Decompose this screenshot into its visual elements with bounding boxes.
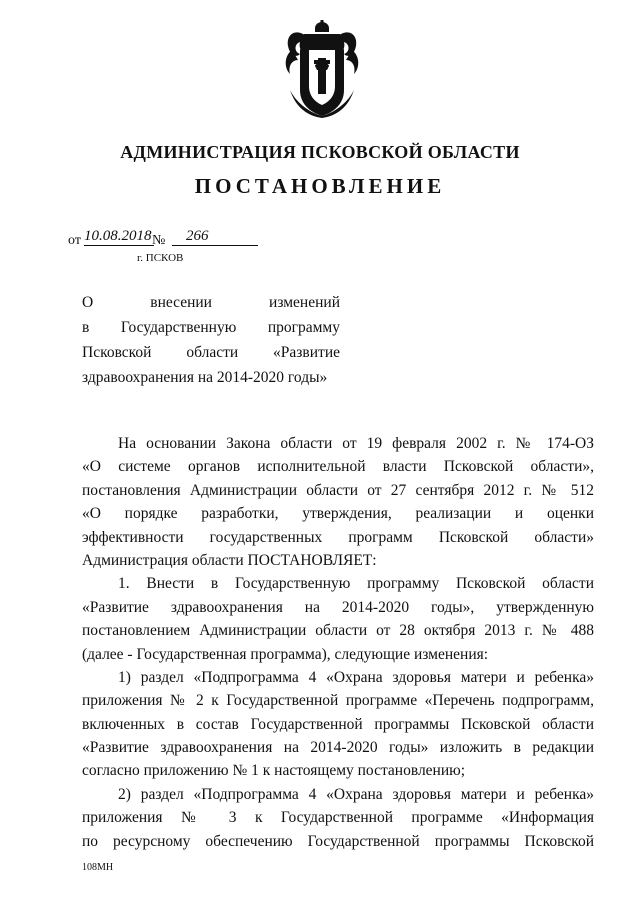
body-line: «О системе органов исполнительной власти Псковской области»,: [82, 458, 594, 476]
body-line: «Развитие здравоохранения на 2014-2020 годы», утвержденную: [82, 598, 594, 616]
coat-of-arms-emblem: [282, 20, 362, 118]
body-line: Администрация области ПОСТАНОВЛЯЕТ:: [82, 551, 377, 569]
body-line: приложения № 3 к Государственной программе «Информация: [82, 809, 594, 827]
document-number: 266: [172, 228, 258, 246]
subject-line: Псковской области «Развитие: [82, 344, 340, 361]
body-line: «О порядке разработки, утверждения, реализации и оценки: [82, 505, 594, 523]
subject-block: [82, 290, 340, 390]
body-line: 1. Внести в Государственную программу Псковской области: [118, 575, 594, 593]
subject-line: в Государственную программу: [82, 319, 340, 336]
body-line: приложения № 2 к Государственной программе «Перечень подпрограмм,: [82, 692, 594, 710]
city-label: г. ПСКОВ: [137, 252, 184, 264]
body-line: согласно приложению № 1 к настоящему постановлению;: [82, 762, 466, 780]
body-line: постановления Администрации области от 27 сентября 2012 г. № 512: [82, 481, 594, 499]
body-line: по ресурсному обеспечению Государственной программы Псковской: [82, 832, 594, 850]
body-line: На основании Закона области от 19 февраля 2002 г. № 174-ОЗ: [118, 435, 594, 452]
body-text: [82, 432, 594, 853]
body-line: 1) раздел «Подпрограмма 4 «Охрана здоровья матери и ребенка»: [118, 668, 594, 686]
document-date: 10.08.2018: [84, 228, 154, 246]
body-line: (далее - Государственная программа), следующие изменения:: [82, 645, 489, 663]
body-line: 2) раздел «Подпрограмма 4 «Охрана здоровья матери и ребенка»: [118, 785, 594, 803]
footer-code: 108МН: [82, 862, 114, 873]
body-line: «Развитие здравоохранения на 2014-2020 годы» изложить в редакции: [82, 739, 594, 757]
body-line: постановлением Администрации области от 28 октября 2013 г. № 488: [82, 622, 594, 640]
organization-title: АДМИНИСТРАЦИЯ ПСКОВСКОЙ ОБЛАСТИ: [120, 142, 520, 162]
body-line: эффективности государственных программ Псковской области»: [82, 528, 594, 546]
subject-line: О внесении изменений: [82, 294, 340, 311]
number-label: №: [152, 233, 166, 248]
document-type-title: ПОСТАНОВЛЕНИЕ: [194, 174, 446, 198]
date-prefix: от: [68, 233, 81, 248]
subject-line: здравоохранения на 2014-2020 годы»: [82, 369, 328, 386]
body-line: включенных в состав Государственной программы Псковской области: [82, 715, 594, 733]
